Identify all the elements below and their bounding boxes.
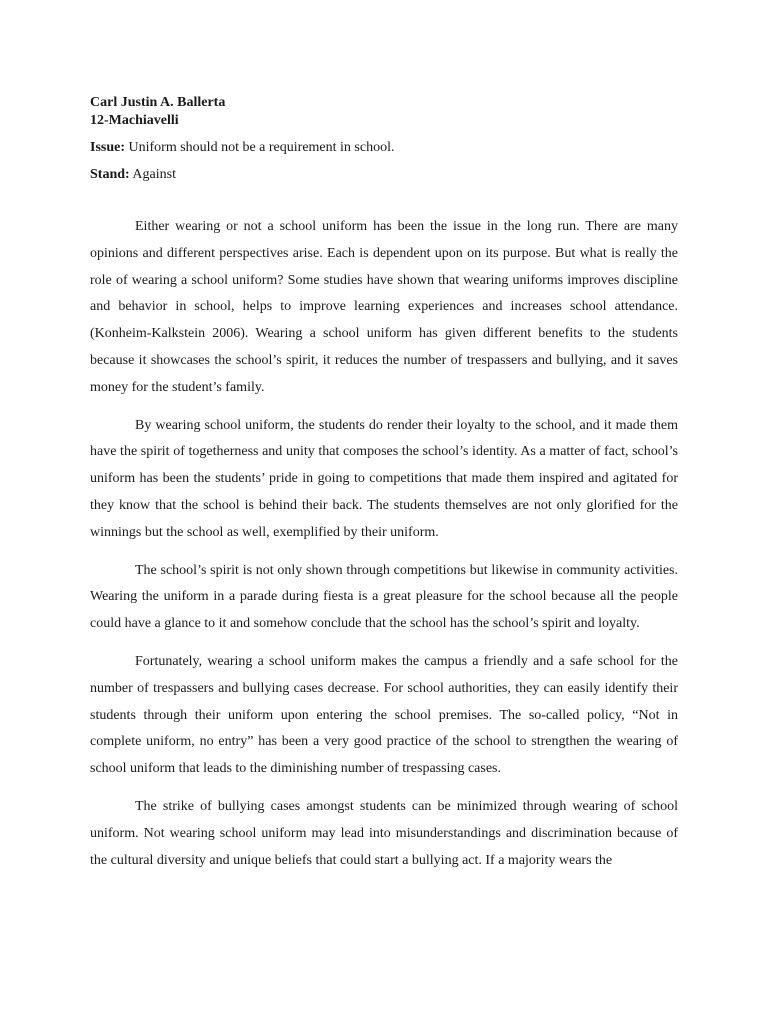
paragraph-5: The strike of bullying cases amongst students can be minimized through wearing of school uniform. Not wearing school uniform may lead into misunderstandings and discrimination because of the cultural diversity and unique beliefs that could start a bullying act. If a majority wears the — [90, 798, 678, 868]
issue-line — [90, 139, 678, 157]
spacer — [90, 157, 678, 166]
author-name: Carl Justin A. Ballerta — [90, 95, 226, 110]
author-section: 12-Machiavelli — [90, 113, 179, 128]
stand-text: Against — [129, 167, 176, 182]
paragraph-1: Either wearing or not a school uniform has been the issue in the long run. There are many opinions and different perspectives arise. Each is dependent upon on its purpose. But what is really the role of wearing a school uniform? Some studies have shown that wearing uniforms improves discipline and behavior in school, helps to improve learning experiences and increases school attendance. (Konheim-Kalkstein 2006). Wearing a school uniform has given different benefits to the students because it showcases the school’s spirit, it reduces the number of trespassers and bullying, and it saves money for the student’s family. — [90, 219, 678, 395]
paragraph-2: By wearing school uniform, the students do render their loyalty to the school, and it made them have the spirit of togetherness and unity that composes the school’s identity. As a matter of fact, school’s uniform has been the students’ pride in going to competitions that made them inspired and agitated for they know that the school is behind their back. The students themselves are not only glorified for the winnings but the school as well, exemplified by their uniform. — [90, 417, 678, 540]
issue-text: Uniform should not be a requirement in school. — [125, 140, 395, 155]
issue-label: Issue: — [90, 140, 126, 155]
paragraph-3: The school’s spirit is not only shown through competitions but likewise in community activities. Wearing the uniform in a parade during fiesta is a great pleasure for the school because all the people could have a glance to it and somehow conclude that the school has the school’s spirit and loyalty. — [90, 562, 678, 632]
paragraph-4: Fortunately, wearing a school uniform makes the campus a friendly and a safe school for the number of trespassers and bullying cases decrease. For school authorities, they can easily identify their students through their uniform upon entering the school premises. The so-called policy, “Not in complete uniform, no entry” has been a very good practice of the school to strengthen the wearing of school uniform that leads to the diminishing number of trespassing cases. — [90, 653, 678, 777]
spacer — [90, 130, 678, 139]
spacer — [90, 184, 678, 214]
stand-label: Stand: — [90, 167, 130, 182]
stand-line — [90, 166, 678, 184]
